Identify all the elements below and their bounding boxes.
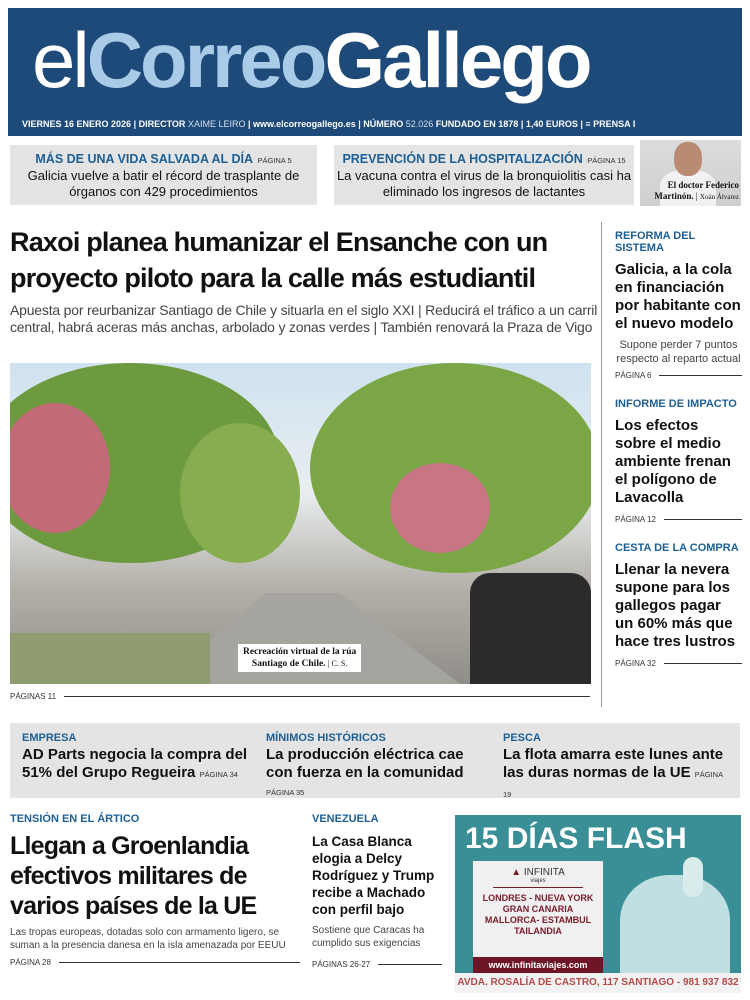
logo-correo: Correo <box>86 16 325 104</box>
story-tag: INFORME DE IMPACTO <box>615 398 737 410</box>
story-venezuela[interactable] <box>312 813 442 969</box>
teaser-trasplantes[interactable] <box>10 145 317 205</box>
story-page: PÁGINA 6 <box>615 371 742 380</box>
director-label: DIRECTOR <box>138 119 186 129</box>
teaser-page: PÁGINA 15 <box>587 156 626 165</box>
teaser-tag: PREVENCIÓN DE LA HOSPITALIZACIÓN <box>342 152 583 166</box>
doctor-caption: El doctor Federico Martinón. | Xoán Álvarez <box>654 180 739 201</box>
ad-box: ▲ INFINITA viajes LONDRES - NUEVA YORK GRAN CANARIA MALLORCA- ESTAMBUL TAILANDIA www.infinitaviajes.com <box>473 861 603 973</box>
ad-address: AVDA. ROSALÍA DE CASTRO, 117 SANTIAGO - 981 937 832 <box>455 973 741 993</box>
main-photo <box>10 363 591 684</box>
logo-el: el <box>32 16 87 104</box>
right-story-nevera[interactable] <box>615 542 742 668</box>
column-divider <box>601 222 602 707</box>
photo-caption: Recreación virtual de la rúa Santiago de Chile. | C. S. <box>238 644 361 672</box>
website-link[interactable]: www.elcorreogallego.es <box>253 119 356 129</box>
story-subhead: Supone perder 7 puntos respecto al reparto actual <box>616 339 741 365</box>
story-page: PÁGINAS 26-27 <box>312 960 442 969</box>
right-story-lavacolla[interactable] <box>615 398 742 524</box>
story-tag: CESTA DE LA COMPRA <box>615 542 739 554</box>
right-column <box>615 230 742 668</box>
advertisement-infinita-viajes[interactable] <box>455 815 741 993</box>
brief-pesca[interactable]: PESCA La flota amarra este lunes ante las duras normas de la UE PÁGINA 19 <box>503 732 724 799</box>
doctor-photo <box>640 140 741 206</box>
ad-title: 15 DÍAS FLASH <box>465 822 687 855</box>
story-headline[interactable]: Los efectos sobre el medio ambiente frenan el polígono de Lavacolla <box>615 417 731 506</box>
teaser-title: La vacuna contra el virus de la bronquiolitis casi ha eliminado los ingresos de lactantes <box>336 168 632 199</box>
brief-produccion[interactable]: MÍNIMOS HISTÓRICOS La producción eléctrica cae con fuerza en la comunidad PÁGINA 35 <box>266 732 464 797</box>
story-page: PÁGINA 12 <box>615 515 742 524</box>
story-headline[interactable]: La Casa Blanca elogia a Delcy Rodríguez y Trump recibe a Machado con perfil bajo <box>312 834 435 917</box>
lighthouse-icon: ▲ <box>511 867 522 878</box>
story-headline[interactable]: Llegan a Groenlandia efectivos militares de varios países de la UE <box>10 832 257 920</box>
briefs-band <box>10 723 740 798</box>
price: 1,40 EUROS <box>525 119 578 129</box>
main-page-ref[interactable]: PÁGINAS 11 <box>10 692 590 701</box>
main-story-header <box>10 224 600 336</box>
masthead <box>8 8 742 136</box>
ad-brand: ▲ INFINITA viajes <box>511 867 565 884</box>
issue-number: 52.026 <box>405 119 434 129</box>
info-bar: VIERNES 16 ENERO 2026 | DIRECTOR XAIME LEIRO | www.elcorreogallego.es | NÚMERO 52.026 FUNDADO EN 1878 | 1,40 EUROS | ≡ PRENSA I <box>22 119 636 129</box>
prensa: ≡ PRENSA I <box>585 119 636 129</box>
story-groenlandia[interactable] <box>10 813 300 967</box>
logo-gallego: Gallego <box>324 16 590 104</box>
main-subhead: Apuesta por reurbanizar Santiago de Chile y situarla en el siglo XXI | Reducirá el tráfico a un carril central, habrá aceras más anchas, arbolado y zonas verdes | También renovará la Praza de Vigo <box>10 302 598 335</box>
number-label: NÚMERO <box>363 119 404 129</box>
story-headline[interactable]: Llenar la nevera supone para los gallegos pagar un 60% más que hace tres lustros <box>615 561 736 650</box>
story-page: PÁGINA 28 <box>10 958 300 967</box>
teaser-tag: MÁS DE UNA VIDA SALVADA AL DÍA <box>35 152 253 166</box>
logo[interactable] <box>32 12 590 108</box>
main-headline[interactable]: Raxoi planea humanizar el Ensanche con un proyecto piloto para la calle más estudiantil <box>10 227 548 293</box>
founded: FUNDADO EN 1878 <box>435 119 519 129</box>
date: VIERNES 16 ENERO 2026 <box>22 119 132 129</box>
director: XAIME LEIRO <box>187 119 246 129</box>
teaser-bronquiolitis[interactable] <box>334 145 634 205</box>
ad-url[interactable]: www.infinitaviajes.com <box>473 957 603 973</box>
right-story-financiacion[interactable] <box>615 230 742 380</box>
story-tag: VENEZUELA <box>312 813 379 825</box>
teaser-page: PÁGINA 5 <box>257 156 292 165</box>
story-tag: REFORMA DEL SISTEMA <box>615 230 696 254</box>
story-page: PÁGINA 32 <box>615 659 742 668</box>
story-subhead: Sostiene que Caracas ha cumplido sus exigencias <box>312 925 425 949</box>
teaser-title: Galicia vuelve a batir el récord de trasplante de órganos con 429 procedimientos <box>27 168 300 199</box>
story-subhead: Las tropas europeas, dotadas solo con armamento ligero, se suman a la presencia danesa en la isla amenazada por EEUU <box>10 927 286 951</box>
story-headline[interactable]: Galicia, a la cola en financiación por habitante con el nuevo modelo <box>615 261 741 332</box>
story-tag: TENSIÓN EN EL ÁRTICO <box>10 813 140 825</box>
brief-empresa[interactable]: EMPRESA AD Parts negocia la compra del 51% del Grupo Regueira PÁGINA 34 <box>22 732 248 781</box>
